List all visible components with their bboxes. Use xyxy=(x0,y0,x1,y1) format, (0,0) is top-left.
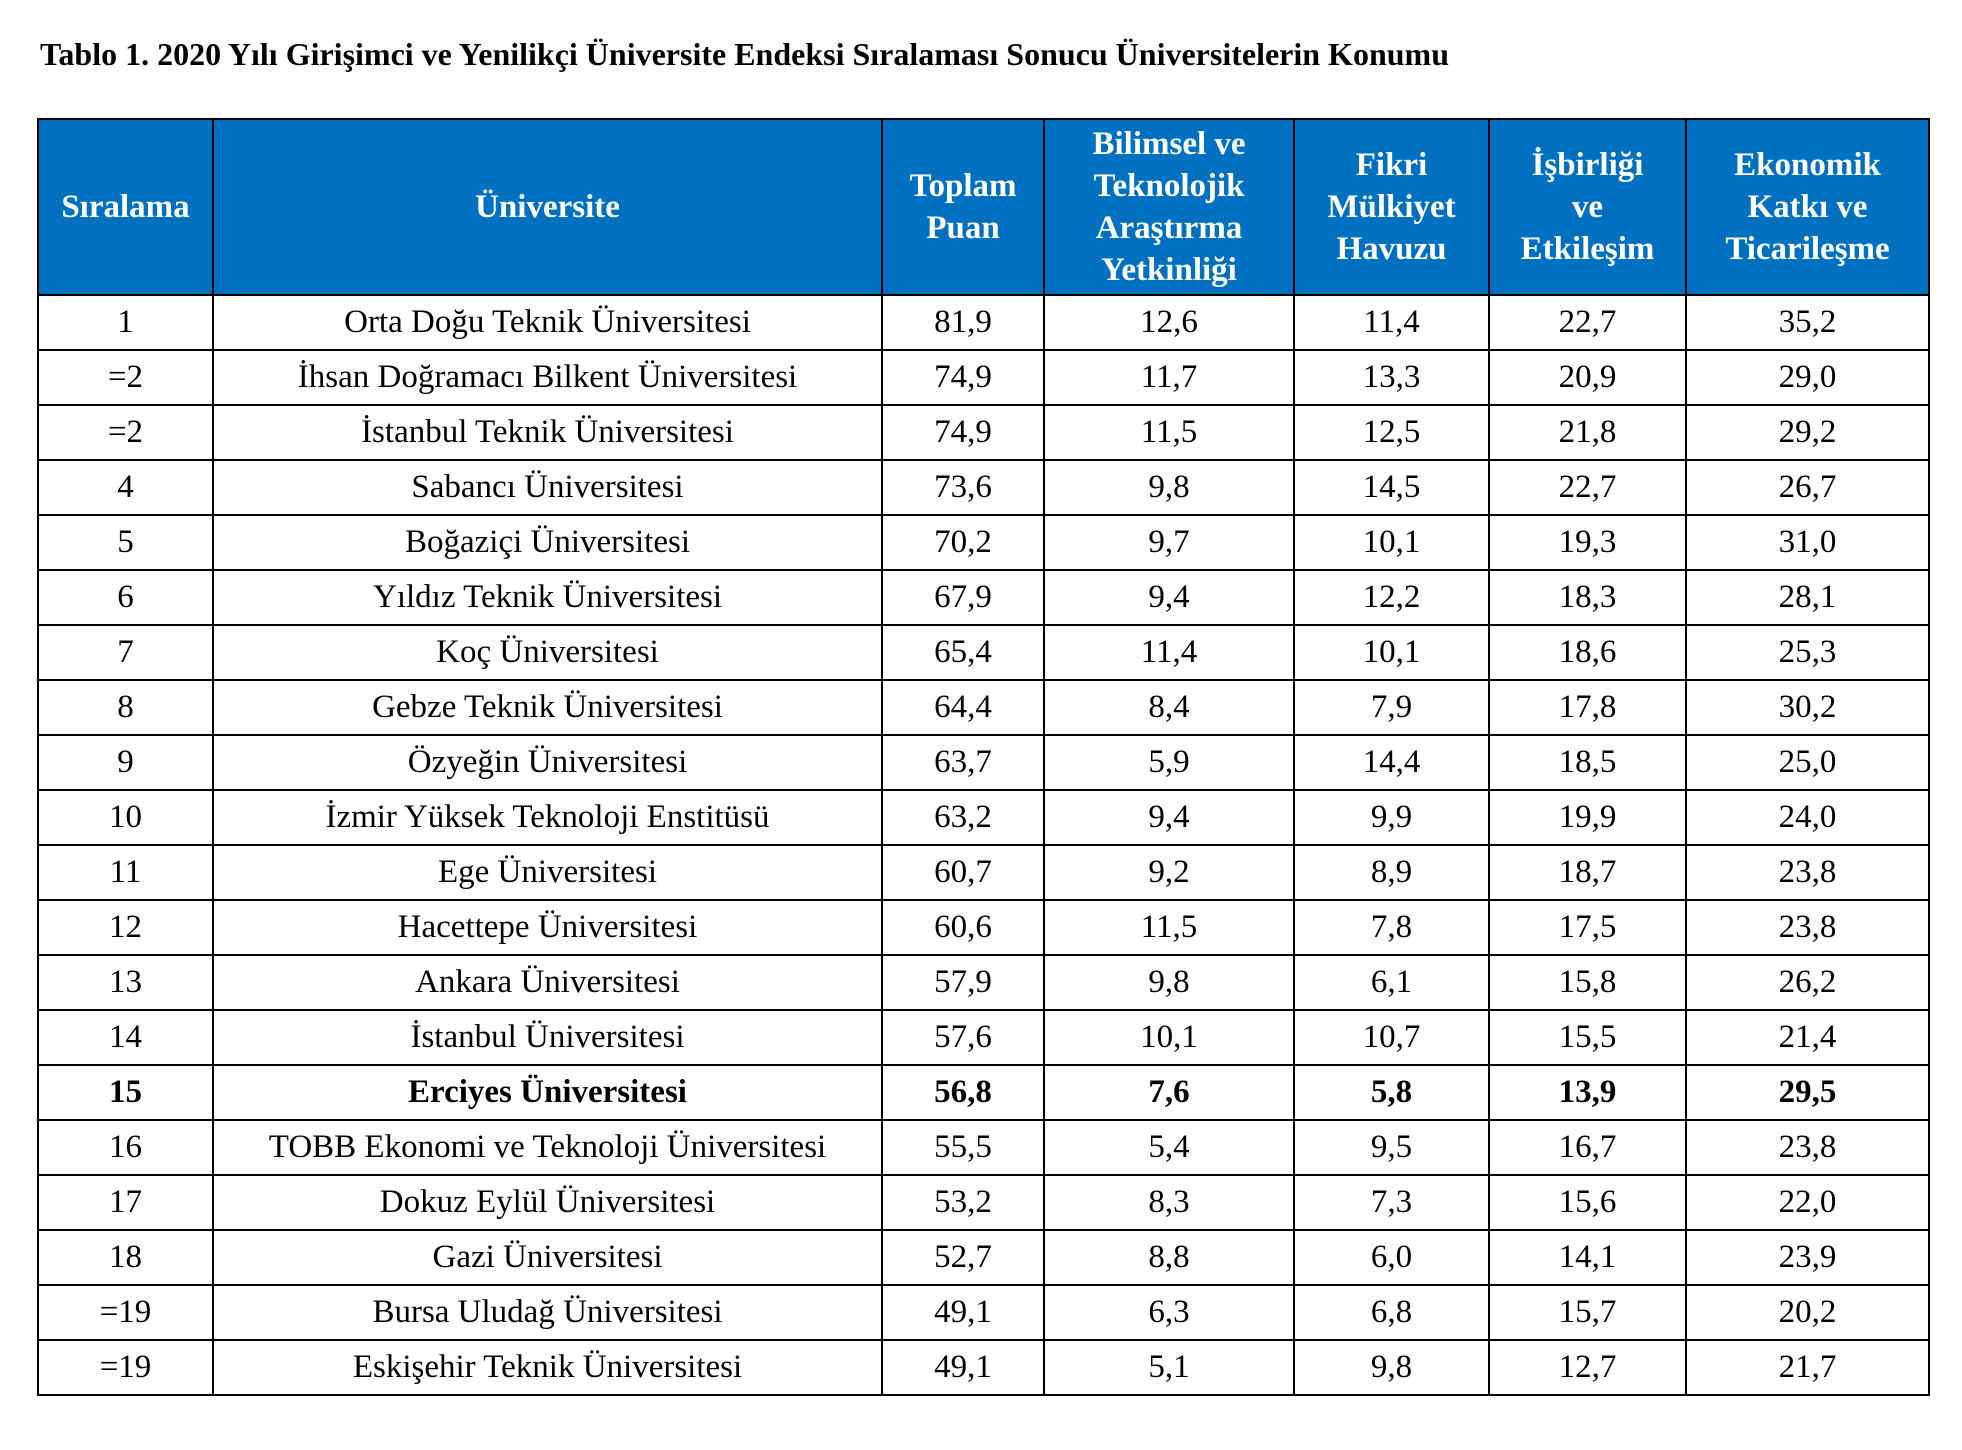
total-score-cell: 74,9 xyxy=(882,350,1044,405)
science-research-cell: 9,4 xyxy=(1044,570,1294,625)
total-score-cell: 70,2 xyxy=(882,515,1044,570)
ip-pool-cell: 9,9 xyxy=(1294,790,1489,845)
collaboration-cell: 15,6 xyxy=(1489,1175,1686,1230)
header-line: Havuzu xyxy=(1336,231,1447,267)
table-row xyxy=(38,845,1929,900)
header-line: Ekonomik xyxy=(1734,147,1881,183)
economic-contribution-cell: 24,0 xyxy=(1686,790,1929,845)
economic-contribution-cell: 31,0 xyxy=(1686,515,1929,570)
header-economic-contribution xyxy=(1686,119,1929,295)
economic-contribution-cell: 22,0 xyxy=(1686,1175,1929,1230)
ip-pool-cell: 6,1 xyxy=(1294,955,1489,1010)
header-university xyxy=(213,119,882,295)
rank-cell: 18 xyxy=(38,1230,213,1285)
ip-pool-cell: 13,3 xyxy=(1294,350,1489,405)
university-cell: İstanbul Teknik Üniversitesi xyxy=(213,405,882,460)
science-research-cell: 12,6 xyxy=(1044,295,1294,350)
university-cell: Eskişehir Teknik Üniversitesi xyxy=(213,1340,882,1395)
science-research-cell: 11,4 xyxy=(1044,625,1294,680)
economic-contribution-cell: 30,2 xyxy=(1686,680,1929,735)
ip-pool-cell: 6,8 xyxy=(1294,1285,1489,1340)
header-science-research xyxy=(1044,119,1294,295)
collaboration-cell: 18,6 xyxy=(1489,625,1686,680)
collaboration-cell: 14,1 xyxy=(1489,1230,1686,1285)
university-cell: İhsan Doğramacı Bilkent Üniversitesi xyxy=(213,350,882,405)
rank-cell: 13 xyxy=(38,955,213,1010)
ip-pool-cell: 10,1 xyxy=(1294,625,1489,680)
total-score-cell: 67,9 xyxy=(882,570,1044,625)
rank-cell: =2 xyxy=(38,350,213,405)
ip-pool-cell: 14,5 xyxy=(1294,460,1489,515)
collaboration-cell: 12,7 xyxy=(1489,1340,1686,1395)
rank-cell: =2 xyxy=(38,405,213,460)
header-line: Puan xyxy=(926,210,1000,246)
economic-contribution-cell: 23,8 xyxy=(1686,1120,1929,1175)
total-score-cell: 55,5 xyxy=(882,1120,1044,1175)
rank-cell: =19 xyxy=(38,1340,213,1395)
rank-cell: 14 xyxy=(38,1010,213,1065)
table-row xyxy=(38,1175,1929,1230)
table-row xyxy=(38,790,1929,845)
rank-cell: 16 xyxy=(38,1120,213,1175)
rank-cell: 17 xyxy=(38,1175,213,1230)
table-row xyxy=(38,1065,1929,1120)
total-score-cell: 63,7 xyxy=(882,735,1044,790)
science-research-cell: 11,5 xyxy=(1044,900,1294,955)
header-line: Teknolojik xyxy=(1093,168,1245,204)
science-research-cell: 10,1 xyxy=(1044,1010,1294,1065)
header-line: Üniversite xyxy=(475,189,620,225)
economic-contribution-cell: 29,2 xyxy=(1686,405,1929,460)
university-cell: Gazi Üniversitesi xyxy=(213,1230,882,1285)
total-score-cell: 49,1 xyxy=(882,1340,1044,1395)
economic-contribution-cell: 23,8 xyxy=(1686,900,1929,955)
header-line: Araştırma xyxy=(1095,210,1243,246)
economic-contribution-cell: 25,0 xyxy=(1686,735,1929,790)
table-row xyxy=(38,1230,1929,1285)
science-research-cell: 5,1 xyxy=(1044,1340,1294,1395)
rank-cell: 12 xyxy=(38,900,213,955)
ip-pool-cell: 7,3 xyxy=(1294,1175,1489,1230)
university-cell: Ege Üniversitesi xyxy=(213,845,882,900)
header-line: Etkileşim xyxy=(1520,231,1655,267)
ip-pool-cell: 8,9 xyxy=(1294,845,1489,900)
science-research-cell: 5,4 xyxy=(1044,1120,1294,1175)
header-line: Katkı ve xyxy=(1747,189,1868,225)
collaboration-cell: 20,9 xyxy=(1489,350,1686,405)
header-line: Bilimsel ve xyxy=(1092,126,1246,162)
collaboration-cell: 18,3 xyxy=(1489,570,1686,625)
header-rank xyxy=(38,119,213,295)
total-score-cell: 65,4 xyxy=(882,625,1044,680)
ip-pool-cell: 14,4 xyxy=(1294,735,1489,790)
rank-cell: 8 xyxy=(38,680,213,735)
table-row xyxy=(38,295,1929,350)
ip-pool-cell: 10,1 xyxy=(1294,515,1489,570)
table-row xyxy=(38,1285,1929,1340)
economic-contribution-cell: 29,0 xyxy=(1686,350,1929,405)
collaboration-cell: 19,9 xyxy=(1489,790,1686,845)
total-score-cell: 64,4 xyxy=(882,680,1044,735)
collaboration-cell: 19,3 xyxy=(1489,515,1686,570)
header-line: ve xyxy=(1571,189,1604,225)
ip-pool-cell: 7,9 xyxy=(1294,680,1489,735)
economic-contribution-cell: 20,2 xyxy=(1686,1285,1929,1340)
ip-pool-cell: 12,5 xyxy=(1294,405,1489,460)
total-score-cell: 56,8 xyxy=(882,1065,1044,1120)
economic-contribution-cell: 35,2 xyxy=(1686,295,1929,350)
economic-contribution-cell: 26,7 xyxy=(1686,460,1929,515)
collaboration-cell: 18,5 xyxy=(1489,735,1686,790)
header-line: Ticarileşme xyxy=(1725,231,1890,267)
collaboration-cell: 17,5 xyxy=(1489,900,1686,955)
table-row xyxy=(38,1120,1929,1175)
table-row xyxy=(38,735,1929,790)
header-row xyxy=(38,119,1929,295)
collaboration-cell: 17,8 xyxy=(1489,680,1686,735)
total-score-cell: 57,9 xyxy=(882,955,1044,1010)
rank-cell: 5 xyxy=(38,515,213,570)
ip-pool-cell: 6,0 xyxy=(1294,1230,1489,1285)
rank-cell: 15 xyxy=(38,1065,213,1120)
header-total-score xyxy=(882,119,1044,295)
science-research-cell: 8,3 xyxy=(1044,1175,1294,1230)
ip-pool-cell: 9,5 xyxy=(1294,1120,1489,1175)
table-row xyxy=(38,1010,1929,1065)
university-cell: Koç Üniversitesi xyxy=(213,625,882,680)
university-cell: İstanbul Üniversitesi xyxy=(213,1010,882,1065)
collaboration-cell: 15,8 xyxy=(1489,955,1686,1010)
table-row xyxy=(38,625,1929,680)
table-row xyxy=(38,570,1929,625)
table-row xyxy=(38,1340,1929,1395)
table-row xyxy=(38,405,1929,460)
ip-pool-cell: 9,8 xyxy=(1294,1340,1489,1395)
science-research-cell: 11,5 xyxy=(1044,405,1294,460)
rank-cell: =19 xyxy=(38,1285,213,1340)
table-row xyxy=(38,900,1929,955)
table-row xyxy=(38,350,1929,405)
total-score-cell: 63,2 xyxy=(882,790,1044,845)
collaboration-cell: 22,7 xyxy=(1489,460,1686,515)
total-score-cell: 60,7 xyxy=(882,845,1044,900)
header-line: Sıralama xyxy=(61,189,190,225)
university-cell: Ankara Üniversitesi xyxy=(213,955,882,1010)
total-score-cell: 60,6 xyxy=(882,900,1044,955)
economic-contribution-cell: 21,4 xyxy=(1686,1010,1929,1065)
university-cell: Gebze Teknik Üniversitesi xyxy=(213,680,882,735)
university-cell: Yıldız Teknik Üniversitesi xyxy=(213,570,882,625)
rank-cell: 1 xyxy=(38,295,213,350)
ip-pool-cell: 12,2 xyxy=(1294,570,1489,625)
total-score-cell: 73,6 xyxy=(882,460,1044,515)
total-score-cell: 57,6 xyxy=(882,1010,1044,1065)
economic-contribution-cell: 26,2 xyxy=(1686,955,1929,1010)
science-research-cell: 9,8 xyxy=(1044,460,1294,515)
rank-cell: 6 xyxy=(38,570,213,625)
economic-contribution-cell: 29,5 xyxy=(1686,1065,1929,1120)
rank-cell: 11 xyxy=(38,845,213,900)
economic-contribution-cell: 23,9 xyxy=(1686,1230,1929,1285)
table-row xyxy=(38,515,1929,570)
header-line: İşbirliği xyxy=(1531,147,1644,183)
rank-cell: 7 xyxy=(38,625,213,680)
ip-pool-cell: 10,7 xyxy=(1294,1010,1489,1065)
university-cell: Dokuz Eylül Üniversitesi xyxy=(213,1175,882,1230)
science-research-cell: 6,3 xyxy=(1044,1285,1294,1340)
header-line: Mülkiyet xyxy=(1327,189,1456,225)
science-research-cell: 9,4 xyxy=(1044,790,1294,845)
university-cell: Erciyes Üniversitesi xyxy=(213,1065,882,1120)
university-cell: İzmir Yüksek Teknoloji Enstitüsü xyxy=(213,790,882,845)
total-score-cell: 53,2 xyxy=(882,1175,1044,1230)
collaboration-cell: 22,7 xyxy=(1489,295,1686,350)
header-ip-pool xyxy=(1294,119,1489,295)
collaboration-cell: 15,7 xyxy=(1489,1285,1686,1340)
total-score-cell: 49,1 xyxy=(882,1285,1044,1340)
ip-pool-cell: 7,8 xyxy=(1294,900,1489,955)
science-research-cell: 9,7 xyxy=(1044,515,1294,570)
collaboration-cell: 21,8 xyxy=(1489,405,1686,460)
science-research-cell: 5,9 xyxy=(1044,735,1294,790)
rank-cell: 9 xyxy=(38,735,213,790)
university-cell: Hacettepe Üniversitesi xyxy=(213,900,882,955)
economic-contribution-cell: 21,7 xyxy=(1686,1340,1929,1395)
ip-pool-cell: 5,8 xyxy=(1294,1065,1489,1120)
collaboration-cell: 15,5 xyxy=(1489,1010,1686,1065)
total-score-cell: 74,9 xyxy=(882,405,1044,460)
science-research-cell: 8,4 xyxy=(1044,680,1294,735)
ranking-table xyxy=(37,118,1930,1396)
science-research-cell: 9,8 xyxy=(1044,955,1294,1010)
header-line: Yetkinliği xyxy=(1101,252,1237,288)
university-cell: Sabancı Üniversitesi xyxy=(213,460,882,515)
header-line: Fikri xyxy=(1355,147,1428,183)
economic-contribution-cell: 23,8 xyxy=(1686,845,1929,900)
science-research-cell: 8,8 xyxy=(1044,1230,1294,1285)
science-research-cell: 9,2 xyxy=(1044,845,1294,900)
header-collaboration xyxy=(1489,119,1686,295)
table-row xyxy=(38,460,1929,515)
header-line: Toplam xyxy=(909,168,1017,204)
collaboration-cell: 13,9 xyxy=(1489,1065,1686,1120)
science-research-cell: 7,6 xyxy=(1044,1065,1294,1120)
collaboration-cell: 18,7 xyxy=(1489,845,1686,900)
table-row xyxy=(38,680,1929,735)
science-research-cell: 11,7 xyxy=(1044,350,1294,405)
rank-cell: 4 xyxy=(38,460,213,515)
university-cell: Orta Doğu Teknik Üniversitesi xyxy=(213,295,882,350)
university-cell: Bursa Uludağ Üniversitesi xyxy=(213,1285,882,1340)
rank-cell: 10 xyxy=(38,790,213,845)
university-cell: TOBB Ekonomi ve Teknoloji Üniversitesi xyxy=(213,1120,882,1175)
table-body xyxy=(38,295,1929,1395)
economic-contribution-cell: 28,1 xyxy=(1686,570,1929,625)
total-score-cell: 81,9 xyxy=(882,295,1044,350)
economic-contribution-cell: 25,3 xyxy=(1686,625,1929,680)
table-caption: Tablo 1. 2020 Yılı Girişimci ve Yenilikçi Üniversite Endeksi Sıralaması Sonucu Üniversitelerin Konumu xyxy=(40,36,1449,72)
table-row xyxy=(38,955,1929,1010)
collaboration-cell: 16,7 xyxy=(1489,1120,1686,1175)
ip-pool-cell: 11,4 xyxy=(1294,295,1489,350)
total-score-cell: 52,7 xyxy=(882,1230,1044,1285)
university-cell: Boğaziçi Üniversitesi xyxy=(213,515,882,570)
university-cell: Özyeğin Üniversitesi xyxy=(213,735,882,790)
